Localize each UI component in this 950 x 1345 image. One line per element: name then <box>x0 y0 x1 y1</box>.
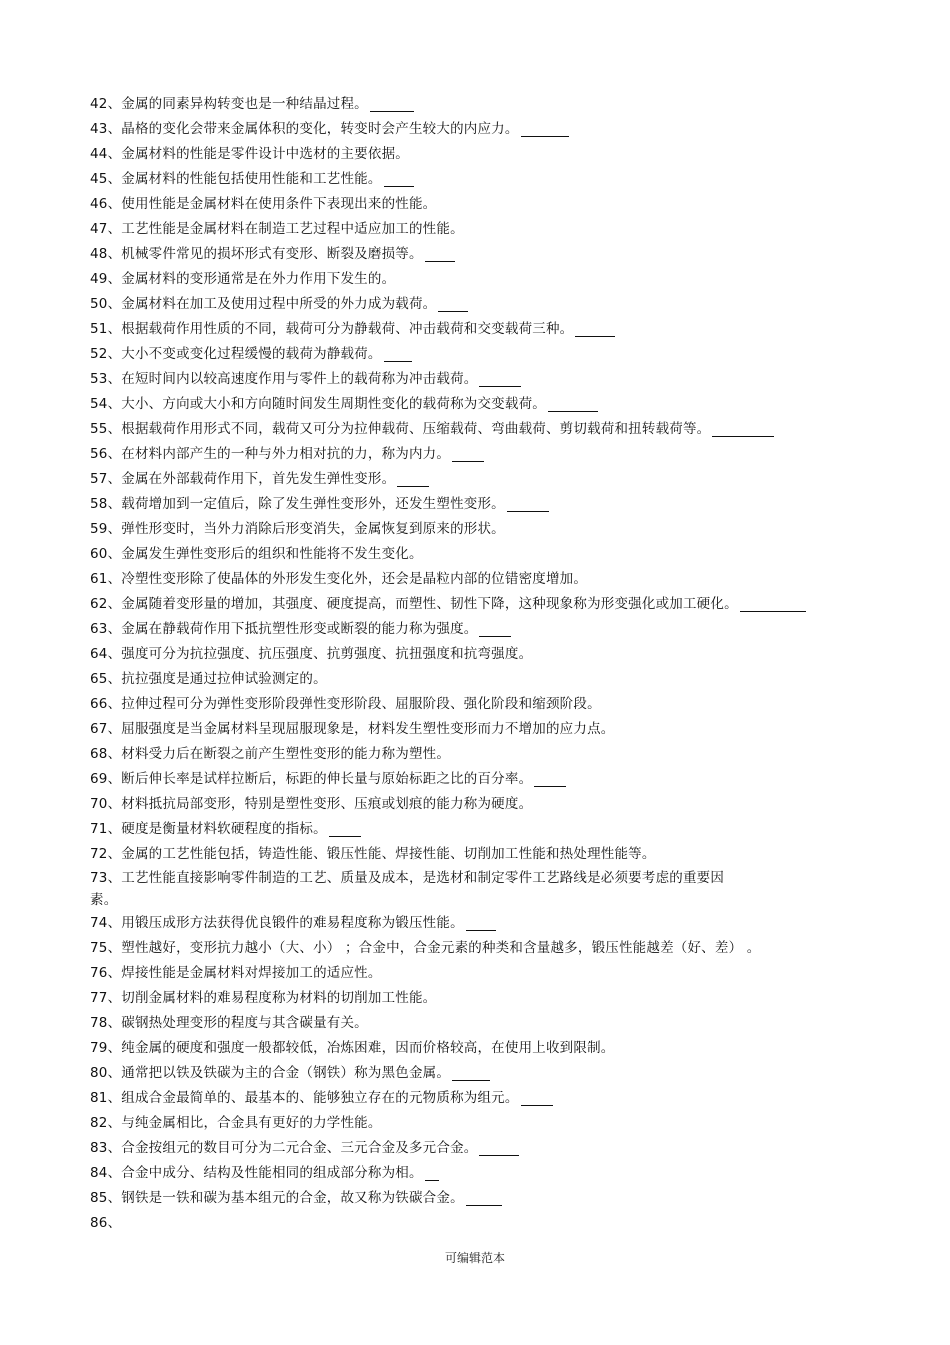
question-line <box>90 817 870 842</box>
answer-blank[interactable] <box>329 822 361 837</box>
question-number: 71、 <box>90 821 122 837</box>
question-text: 组成合金最简单的、最基本的、能够独立存在的元物质称为组元。 <box>121 1090 519 1106</box>
question-text: 硬度是衡量材料软硬程度的指标。 <box>121 821 327 837</box>
answer-blank[interactable] <box>479 372 521 387</box>
question-number: 43、 <box>90 121 122 137</box>
question-text: 在材料内部产生的一种与外力相对抗的力，称为内力。 <box>121 446 451 462</box>
question-number: 74、 <box>90 915 122 931</box>
question-text: 材料抵抗局部变形，特别是塑性变形、压痕或划痕的能力称为硬度。 <box>121 796 533 812</box>
question-number: 65、 <box>90 671 122 687</box>
question-number: 67、 <box>90 721 122 737</box>
question-text: 切削金属材料的难易程度称为材料的切削加工性能。 <box>121 990 437 1006</box>
question-text: 大小、方向或大小和方向随时间发生周期性变化的载荷称为交变载荷。 <box>121 396 546 412</box>
answer-blank[interactable] <box>384 347 412 362</box>
question-number: 86、 <box>90 1215 122 1231</box>
question-text: 金属在静载荷作用下抵抗塑性形变或断裂的能力称为强度。 <box>121 621 478 637</box>
question-text: 碳钢热处理变形的程度与其含碳量有关。 <box>121 1015 368 1031</box>
question-line <box>90 567 870 592</box>
question-text: 金属的工艺性能包括，铸造性能、锻压性能、焊接性能、切削加工性能和热处理性能等。 <box>121 846 656 862</box>
question-text: 金属材料的变形通常是在外力作用下发生的。 <box>121 271 396 287</box>
question-line <box>90 242 870 267</box>
question-line <box>90 1011 870 1036</box>
answer-blank[interactable] <box>384 172 414 187</box>
question-number: 42、 <box>90 96 122 112</box>
question-number: 57、 <box>90 471 122 487</box>
question-text: 冷塑性变形除了使晶体的外形发生变化外，还会是晶粒内部的位错密度增加。 <box>121 571 588 587</box>
question-number: 73、 <box>90 870 122 886</box>
question-line <box>90 1186 870 1211</box>
question-text: 金属材料在加工及使用过程中所受的外力成为载荷。 <box>121 296 437 312</box>
question-number: 51、 <box>90 321 122 337</box>
question-text: 根据载荷作用形式不同，载荷又可分为拉伸载荷、压缩载荷、弯曲载荷、剪切载荷和扭转载荷等。 <box>121 421 711 437</box>
question-number: 44、 <box>90 146 122 162</box>
question-line <box>90 442 870 467</box>
question-line <box>90 492 870 517</box>
question-number: 59、 <box>90 521 122 537</box>
question-line <box>90 986 870 1011</box>
question-number: 55、 <box>90 421 122 437</box>
answer-blank[interactable] <box>397 472 429 487</box>
question-text: 材料受力后在断裂之前产生塑性变形的能力称为塑性。 <box>121 746 451 762</box>
question-number: 76、 <box>90 965 122 981</box>
question-number: 68、 <box>90 746 122 762</box>
question-text: 屈服强度是当金属材料呈现屈服现象是，材料发生塑性变形而力不增加的应力点。 <box>121 721 615 737</box>
question-line <box>90 911 870 936</box>
question-number: 75、 <box>90 940 122 956</box>
question-text: 断后伸长率是试样拉断后，标距的伸长量与原始标距之比的百分率。 <box>121 771 533 787</box>
question-line <box>90 842 870 867</box>
question-number: 85、 <box>90 1190 122 1206</box>
question-line <box>90 1111 870 1136</box>
question-number: 69、 <box>90 771 122 787</box>
question-line <box>90 889 870 911</box>
answer-blank[interactable] <box>507 497 549 512</box>
question-line <box>90 642 870 667</box>
question-number: 64、 <box>90 646 122 662</box>
question-text: 焊接性能是金属材料对焊接加工的适应性。 <box>121 965 382 981</box>
question-number: 81、 <box>90 1090 122 1106</box>
question-text: 金属在外部载荷作用下，首先发生弹性变形。 <box>121 471 396 487</box>
question-line <box>90 592 870 617</box>
answer-blank[interactable] <box>534 772 566 787</box>
question-number: 52、 <box>90 346 122 362</box>
question-text: 抗拉强度是通过拉伸试验测定的。 <box>121 671 327 687</box>
question-text: 金属的同素异构转变也是一种结晶过程。 <box>121 96 368 112</box>
answer-blank[interactable] <box>479 1141 519 1156</box>
answer-blank[interactable] <box>452 1066 490 1081</box>
question-text: 弹性形变时，当外力消除后形变消失，金属恢复到原来的形状。 <box>121 521 505 537</box>
question-number: 53、 <box>90 371 122 387</box>
question-number: 56、 <box>90 446 122 462</box>
question-text: 塑性越好，变形抗力越小（大、小） ；合金中，合金元素的种类和含量越多，锻压性能越差（好、差） 。 <box>121 940 761 956</box>
question-line <box>90 417 870 442</box>
question-number: 49、 <box>90 271 122 287</box>
question-text: 晶格的变化会带来金属体积的变化，转变时会产生较大的内应力。 <box>121 121 519 137</box>
question-number: 47、 <box>90 221 122 237</box>
question-text: 在短时间内以较高速度作用与零件上的载荷称为冲击载荷。 <box>121 371 478 387</box>
question-text: 使用性能是金属材料在使用条件下表现出来的性能。 <box>121 196 437 212</box>
answer-blank[interactable] <box>466 916 496 931</box>
question-number: 62、 <box>90 596 122 612</box>
question-line <box>90 517 870 542</box>
question-line <box>90 1211 870 1236</box>
question-line <box>90 717 870 742</box>
question-list <box>90 92 870 1236</box>
question-text: 钢铁是一铁和碳为基本组元的合金，故又称为铁碳合金。 <box>121 1190 464 1206</box>
question-text: 用锻压成形方法获得优良锻件的难易程度称为锻压性能。 <box>121 915 464 931</box>
question-line <box>90 1036 870 1061</box>
question-number: 66、 <box>90 696 122 712</box>
question-line <box>90 267 870 292</box>
question-text: 金属材料的性能是零件设计中选材的主要依据。 <box>121 146 409 162</box>
question-line <box>90 217 870 242</box>
question-line <box>90 936 870 961</box>
question-line <box>90 961 870 986</box>
question-line <box>90 317 870 342</box>
question-line <box>90 367 870 392</box>
answer-blank[interactable] <box>575 322 615 337</box>
question-line <box>90 392 870 417</box>
question-number: 45、 <box>90 171 122 187</box>
answer-blank[interactable] <box>452 447 484 462</box>
answer-blank[interactable] <box>740 597 806 612</box>
question-number: 77、 <box>90 990 122 1006</box>
question-number: 46、 <box>90 196 122 212</box>
question-line <box>90 792 870 817</box>
question-number: 70、 <box>90 796 122 812</box>
answer-blank[interactable] <box>438 297 468 312</box>
question-text: 机械零件常见的损坏形式有变形、断裂及磨损等。 <box>121 246 423 262</box>
question-line <box>90 192 870 217</box>
question-line <box>90 542 870 567</box>
question-line <box>90 617 870 642</box>
page-footer: 可编辑范本 <box>444 1251 505 1265</box>
question-text: 工艺性能直接影响零件制造的工艺、质量及成本，是选材和制定零件工艺路线是必须要考虑的重要因 <box>121 870 725 886</box>
question-line <box>90 117 870 142</box>
question-text: 拉伸过程可分为弹性变形阶段弹性变形阶段、屈服阶段、强化阶段和缩颈阶段。 <box>121 696 601 712</box>
question-number: 82、 <box>90 1115 122 1131</box>
question-text: 纯金属的硬度和强度一般都较低，冶炼困难，因而价格较高，在使用上收到限制。 <box>121 1040 615 1056</box>
question-text: 金属随着变形量的增加，其强度、硬度提高，而塑性、韧性下降，这种现象称为形变强化或加工硬化。 <box>121 596 738 612</box>
question-line <box>90 742 870 767</box>
question-line <box>90 867 870 889</box>
question-text: 工艺性能是金属材料在制造工艺过程中适应加工的性能。 <box>121 221 464 237</box>
question-line <box>90 142 870 167</box>
question-number: 72、 <box>90 846 122 862</box>
question-number: 79、 <box>90 1040 122 1056</box>
question-number: 78、 <box>90 1015 122 1031</box>
question-number: 83、 <box>90 1140 122 1156</box>
question-number: 63、 <box>90 621 122 637</box>
question-line <box>90 467 870 492</box>
question-line <box>90 767 870 792</box>
question-line <box>90 1161 870 1186</box>
question-text: 通常把以铁及铁碳为主的合金（钢铁）称为黑色金属。 <box>121 1065 451 1081</box>
question-line <box>90 167 870 192</box>
question-text: 载荷增加到一定值后，除了发生弹性变形外，还发生塑性变形。 <box>121 496 505 512</box>
question-line <box>90 1061 870 1086</box>
answer-blank[interactable] <box>479 622 511 637</box>
answer-blank[interactable] <box>548 397 598 412</box>
question-text: 合金按组元的数目可分为二元合金、三元合金及多元合金。 <box>121 1140 478 1156</box>
answer-blank[interactable] <box>370 97 414 112</box>
question-line <box>90 292 870 317</box>
answer-blank[interactable] <box>521 122 569 137</box>
question-text: 金属发生弹性变形后的组织和性能将不发生变化。 <box>121 546 423 562</box>
question-text: 根据载荷作用性质的不同，载荷可分为静载荷、冲击载荷和交变载荷三种。 <box>121 321 574 337</box>
question-number: 54、 <box>90 396 122 412</box>
answer-blank[interactable] <box>425 247 455 262</box>
question-number: 48、 <box>90 246 122 262</box>
answer-blank[interactable] <box>425 1166 439 1181</box>
question-number: 50、 <box>90 296 122 312</box>
question-number: 60、 <box>90 546 122 562</box>
answer-blank[interactable] <box>521 1091 553 1106</box>
question-text: 与纯金属相比，合金具有更好的力学性能。 <box>121 1115 382 1131</box>
question-line <box>90 1086 870 1111</box>
question-line <box>90 692 870 717</box>
question-text: 大小不变或变化过程缓慢的载荷为静载荷。 <box>121 346 382 362</box>
question-number: 84、 <box>90 1165 122 1181</box>
question-number: 61、 <box>90 571 122 587</box>
question-line <box>90 667 870 692</box>
question-number: 80、 <box>90 1065 122 1081</box>
question-text: 合金中成分、结构及性能相同的组成部分称为相。 <box>121 1165 423 1181</box>
question-text: 素。 <box>90 892 118 908</box>
question-line <box>90 342 870 367</box>
question-text: 金属材料的性能包括使用性能和工艺性能。 <box>121 171 382 187</box>
answer-blank[interactable] <box>466 1191 502 1206</box>
question-line <box>90 92 870 117</box>
question-line <box>90 1136 870 1161</box>
question-number: 58、 <box>90 496 122 512</box>
answer-blank[interactable] <box>712 422 774 437</box>
question-text: 强度可分为抗拉强度、抗压强度、抗剪强度、抗扭强度和抗弯强度。 <box>121 646 533 662</box>
